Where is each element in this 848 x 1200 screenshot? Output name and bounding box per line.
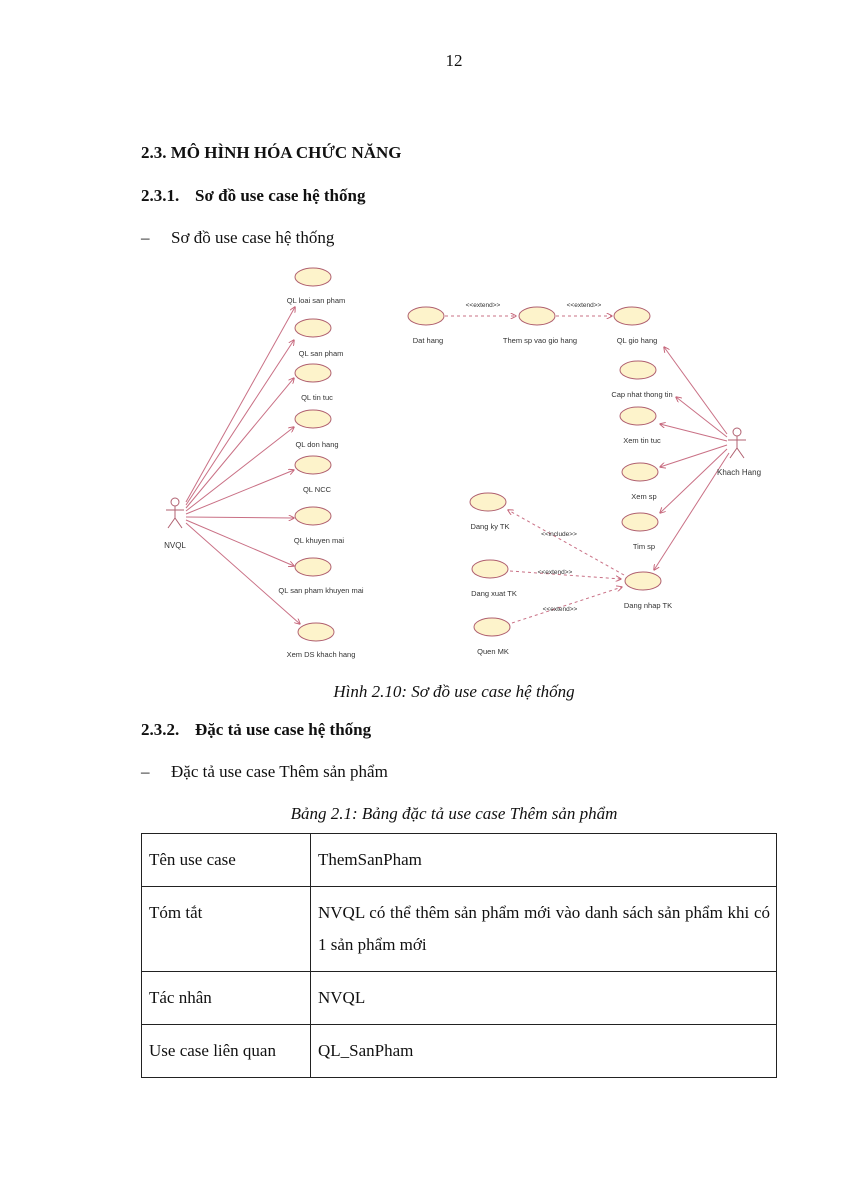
usecase-ql-gio bbox=[614, 307, 650, 325]
dependency-lines bbox=[445, 316, 624, 623]
table-key-cell: Tên use case bbox=[142, 834, 311, 887]
table-caption: Bảng 2.1: Bảng đặc tả use case Thêm sản phẩm bbox=[290, 804, 618, 823]
stereo-include-1: <<include>> bbox=[541, 531, 577, 538]
subsection-number: 2.3.2. bbox=[141, 720, 180, 739]
usecase-xem-tintuc bbox=[620, 407, 656, 425]
label-them-sp: Them sp vao gio hang bbox=[502, 336, 578, 345]
bullet-dash: – bbox=[141, 762, 150, 781]
subsection-title: Đặc tả use case hệ thống bbox=[195, 720, 372, 739]
assoc-ql-tintuc bbox=[186, 378, 294, 508]
dep-dang-nhap-dang-ky bbox=[508, 510, 624, 575]
actor-nvql-icon bbox=[166, 498, 184, 528]
label-xem-ds: Xem DS khach hang bbox=[286, 650, 356, 659]
khach-associations bbox=[654, 347, 729, 570]
subsection-heading-2 bbox=[141, 720, 371, 740]
label-dang-nhap: Dang nhap TK bbox=[623, 601, 673, 610]
stereo-extend-1: <<extend>> bbox=[465, 302, 501, 309]
assoc-tim-sp bbox=[660, 449, 727, 513]
label-ql-loai: QL loai san pham bbox=[286, 296, 346, 305]
assoc-ql-km bbox=[186, 517, 294, 518]
label-ql-sp: QL san pham bbox=[298, 349, 344, 358]
subsection-title: Sơ đồ use case hệ thống bbox=[195, 186, 366, 205]
table-key-cell: Use case liên quan bbox=[142, 1025, 311, 1078]
bullet-dash: – bbox=[141, 228, 150, 247]
label-ql-gio: QL gio hang bbox=[616, 336, 658, 345]
usecase-xem-ds bbox=[298, 623, 334, 641]
bullet-text: Đặc tả use case Thêm sản phẩm bbox=[171, 762, 388, 781]
label-ql-tintuc: QL tin tuc bbox=[301, 393, 333, 402]
assoc-xem-tintuc bbox=[660, 424, 727, 441]
bullet-text: Sơ đồ use case hệ thống bbox=[171, 228, 335, 247]
table-value-cell: QL_SanPham bbox=[311, 1025, 777, 1078]
use-case-spec-table bbox=[141, 833, 777, 1078]
label-ql-donhang: QL don hang bbox=[295, 440, 339, 449]
assoc-ql-ncc bbox=[186, 470, 294, 514]
label-dang-xuat: Dang xuat TK bbox=[471, 589, 517, 598]
label-quen-mk: Quen MK bbox=[477, 647, 509, 656]
usecase-ql-km bbox=[295, 507, 331, 525]
usecase-dang-ky bbox=[470, 493, 506, 511]
assoc-cap-nhat bbox=[676, 397, 727, 437]
label-xem-tintuc: Xem tin tuc bbox=[623, 436, 661, 445]
stereo-extend-2: <<extend>> bbox=[566, 302, 602, 309]
assoc-ql-donhang bbox=[186, 427, 294, 511]
table-key-cell: Tác nhân bbox=[142, 972, 311, 1025]
label-ql-km: QL khuyen mai bbox=[293, 536, 345, 545]
assoc-ql-gio bbox=[664, 347, 727, 434]
usecase-xem-sp bbox=[622, 463, 658, 481]
section-heading: 2.3. MÔ HÌNH HÓA CHỨC NĂNG bbox=[141, 143, 402, 162]
actor-khach-label: Khach Hang bbox=[716, 468, 762, 477]
usecase-ql-donhang bbox=[295, 410, 331, 428]
figure-caption: Hình 2.10: Sơ đồ use case hệ thống bbox=[333, 682, 575, 701]
actor-khach-icon bbox=[728, 428, 746, 458]
usecase-ql-tintuc bbox=[295, 364, 331, 382]
table-row bbox=[142, 887, 777, 972]
label-ql-spkm: QL san pham khuyen mai bbox=[278, 586, 364, 595]
assoc-ql-spkm bbox=[186, 520, 294, 566]
label-xem-sp: Xem sp bbox=[631, 492, 657, 501]
usecase-ql-ncc bbox=[295, 456, 331, 474]
usecase-dang-xuat bbox=[472, 560, 508, 578]
table-key-cell: Tóm tắt bbox=[142, 887, 311, 972]
usecase-ql-sp bbox=[295, 319, 331, 337]
assoc-ql-sp bbox=[186, 340, 294, 505]
page-number: 12 bbox=[445, 51, 463, 70]
usecase-ql-spkm bbox=[295, 558, 331, 576]
table-row bbox=[142, 972, 777, 1025]
table-value-cell: ThemSanPham bbox=[311, 834, 777, 887]
table-row bbox=[142, 834, 777, 887]
table-value-cell: NVQL có thể thêm sản phẩm mới vào danh sách sản phẩm khi có 1 sản phẩm mới bbox=[311, 887, 777, 972]
bullet-item-2 bbox=[141, 762, 388, 782]
usecase-ql-loai bbox=[295, 268, 331, 286]
label-cap-nhat: Cap nhat thong tin bbox=[611, 390, 673, 399]
stereo-extend-3: <<extend>> bbox=[537, 569, 573, 576]
dep-quen-mk-dang-nhap bbox=[512, 587, 622, 623]
usecase-tim-sp bbox=[622, 513, 658, 531]
label-ql-ncc: QL NCC bbox=[302, 485, 332, 494]
assoc-xem-ds bbox=[186, 523, 300, 624]
table-row bbox=[142, 1025, 777, 1078]
usecase-dang-nhap bbox=[625, 572, 661, 590]
actor-nvql-label: NVQL bbox=[164, 541, 186, 550]
assoc-ql-loai bbox=[186, 307, 295, 502]
assoc-xem-sp bbox=[660, 445, 727, 467]
usecase-them-sp bbox=[519, 307, 555, 325]
nvql-associations bbox=[186, 307, 300, 624]
table-value-cell: NVQL bbox=[311, 972, 777, 1025]
label-dat-hang: Dat hang bbox=[412, 336, 444, 345]
label-dang-ky: Dang ky TK bbox=[470, 522, 510, 531]
label-tim-sp: Tim sp bbox=[632, 542, 656, 551]
stereo-extend-4: <<extend>> bbox=[542, 606, 578, 613]
usecase-quen-mk bbox=[474, 618, 510, 636]
usecase-dat-hang bbox=[408, 307, 444, 325]
subsection-number: 2.3.1. bbox=[141, 186, 180, 205]
usecase-cap-nhat bbox=[620, 361, 656, 379]
